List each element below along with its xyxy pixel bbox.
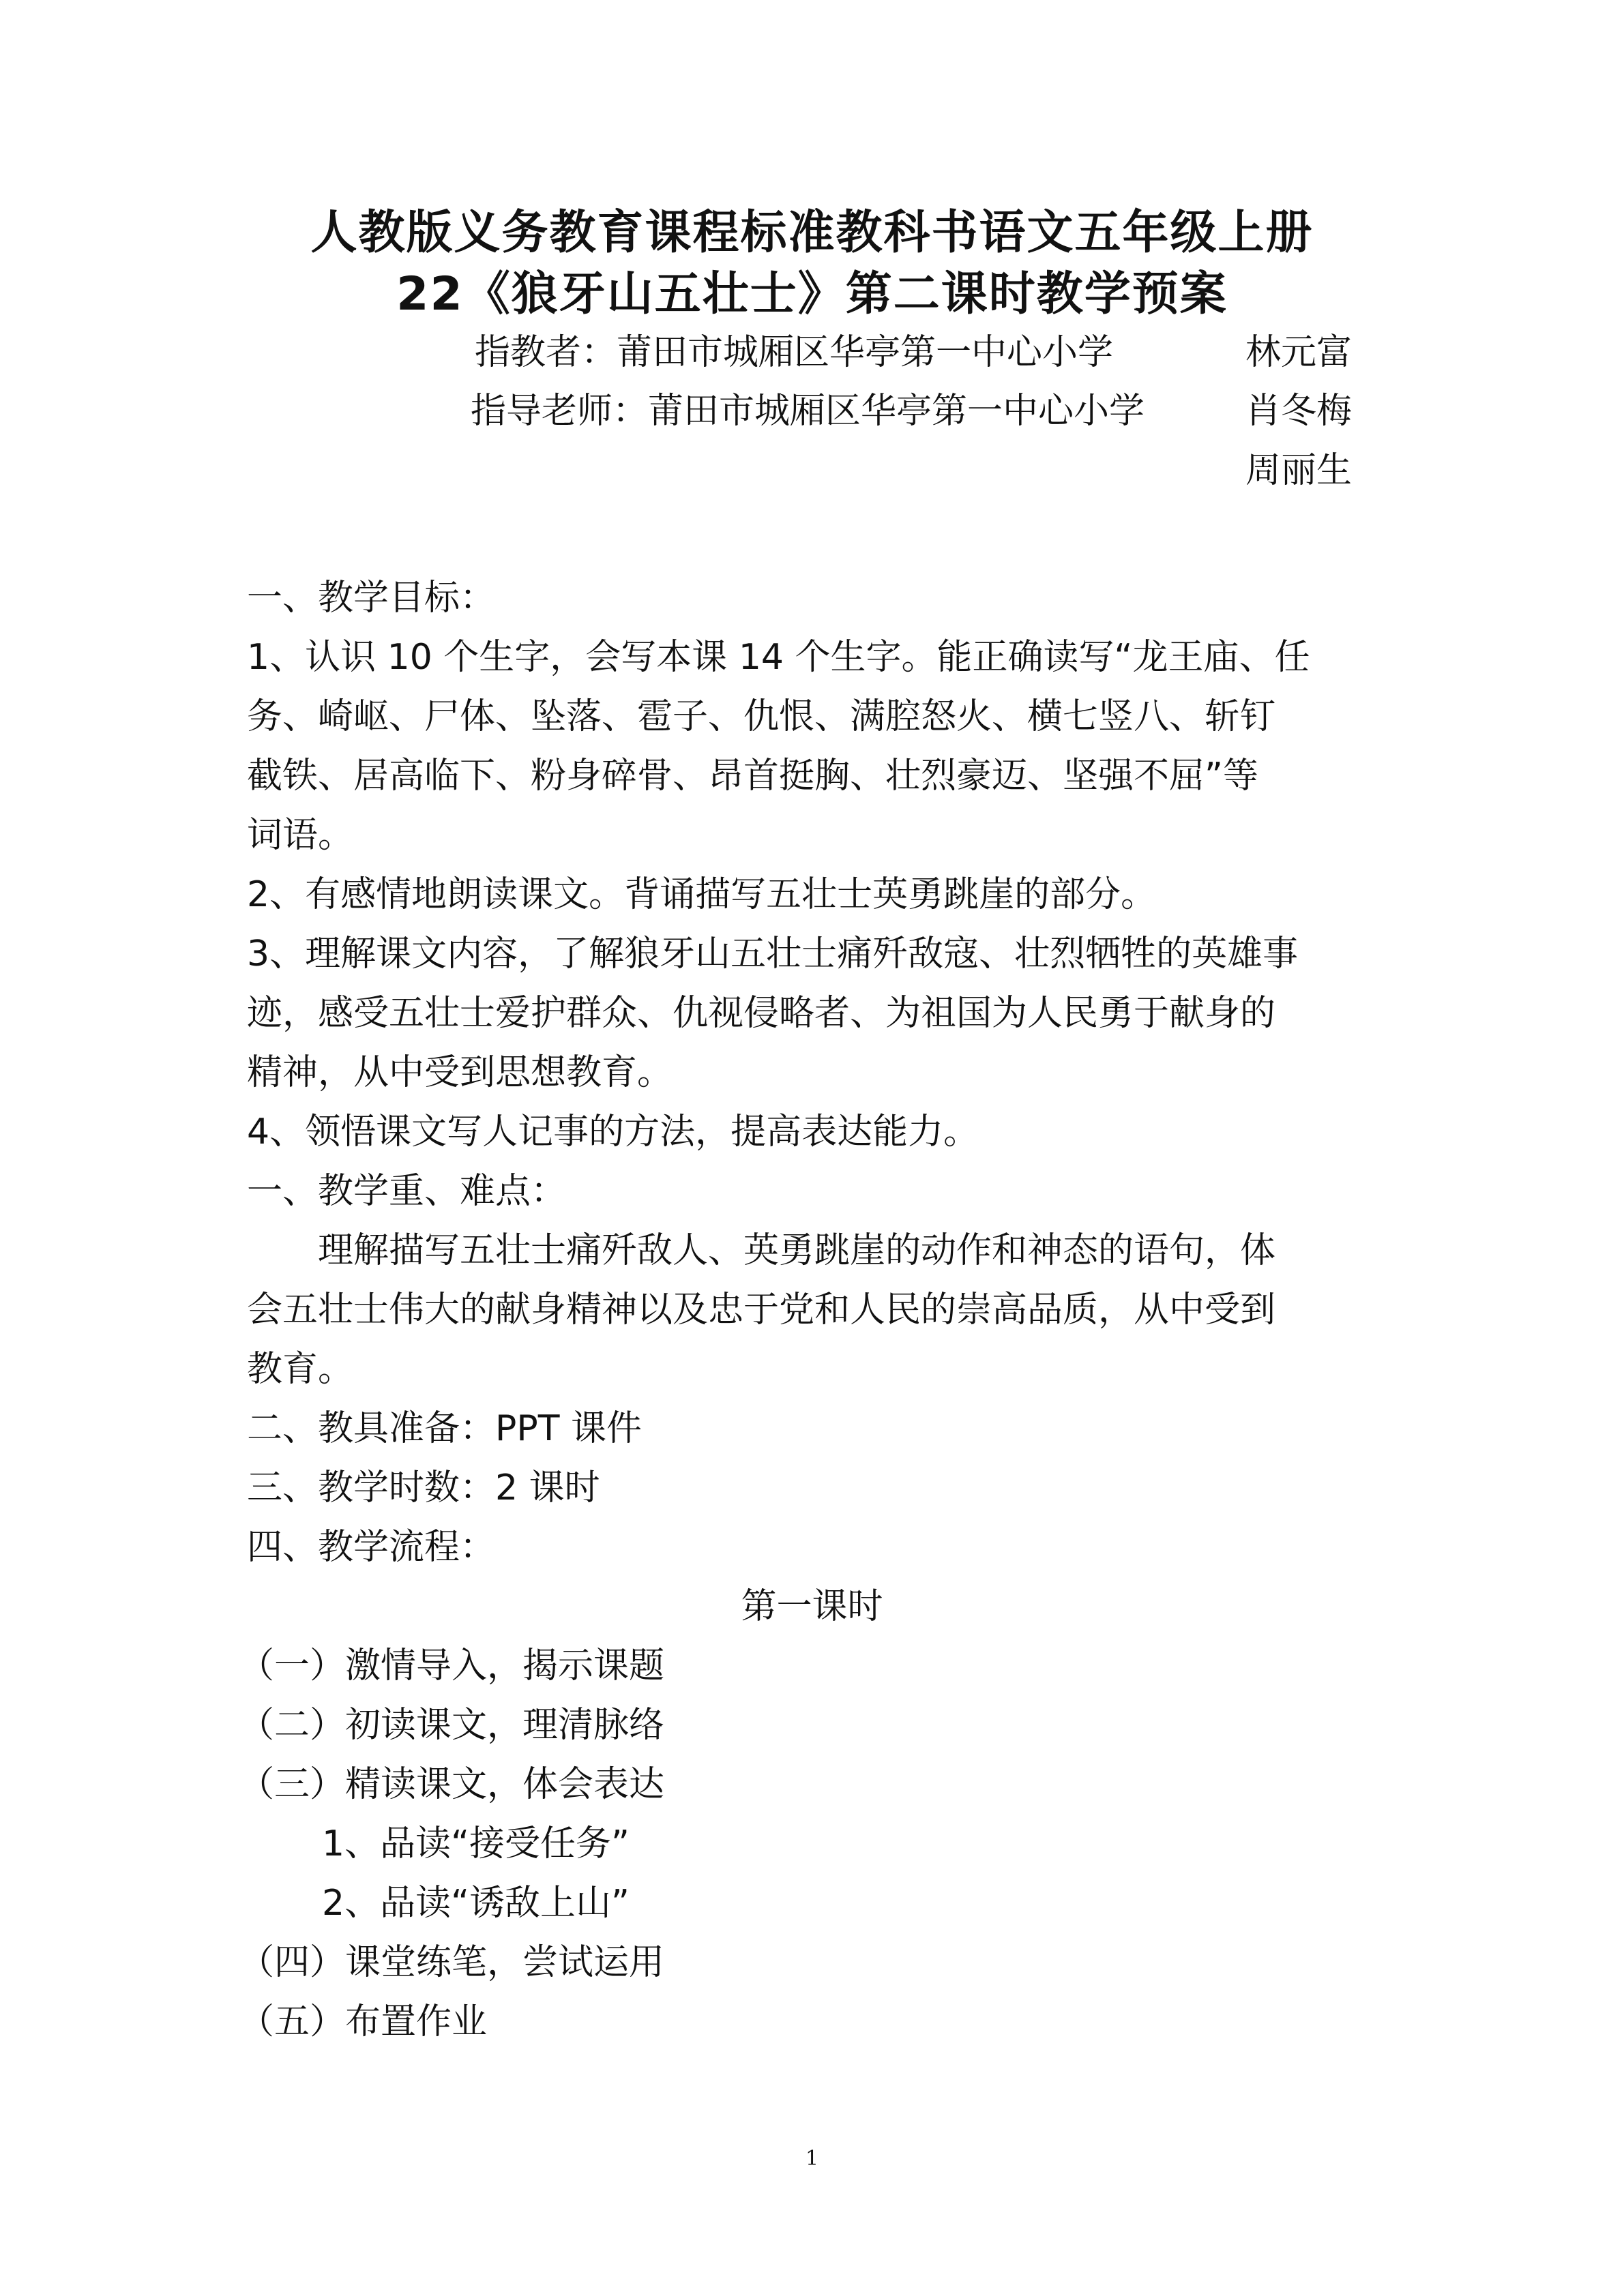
section-heading-hours: 三、教学时数：2 课时 bbox=[247, 1467, 600, 1508]
body-line: 迹，感受五壮士爱护群众、仇视侵略者、为祖国为人民勇于献身的 bbox=[247, 993, 1276, 1034]
advisor-name-2: 周丽生 bbox=[1245, 450, 1353, 491]
step-item: （三）精读课文，体会表达 bbox=[239, 1764, 665, 1805]
step-item: （四）课堂练笔，尝试运用 bbox=[239, 1942, 665, 1983]
document-title-line2: 22《狼牙山五壮士》第二课时教学预案 bbox=[396, 267, 1228, 321]
section-heading-focus: 一、教学重、难点： bbox=[247, 1171, 567, 1212]
advisor-name-1: 肖冬梅 bbox=[1245, 391, 1353, 432]
section-heading-materials: 二、教具准备：PPT 课件 bbox=[247, 1408, 643, 1449]
step-subitem: 2、品读“诱敌上山” bbox=[286, 1883, 630, 1924]
section-heading-goals: 一、教学目标： bbox=[247, 578, 496, 618]
section-heading-process: 四、教学流程： bbox=[247, 1527, 496, 1568]
body-line: 1、认识 10 个生字，会写本课 14 个生字。能正确读写“龙王庙、任 bbox=[247, 637, 1310, 678]
advisor-label: 指导老师：莆田市城厢区华亭第一中心小学 bbox=[471, 391, 1145, 432]
step-item: （一）激情导入，揭示课题 bbox=[239, 1645, 665, 1686]
body-line: 理解描写五壮士痛歼敌人、英勇跳崖的动作和神态的语句，体 bbox=[247, 1230, 1276, 1271]
body-line: 会五壮士伟大的献身精神以及忠于党和人民的崇高品质，从中受到 bbox=[247, 1289, 1276, 1330]
step-item: （二）初读课文，理清脉络 bbox=[239, 1705, 665, 1746]
author-name: 林元富 bbox=[1245, 332, 1353, 373]
step-subitem: 1、品读“接受任务” bbox=[286, 1823, 630, 1864]
body-line: 2、有感情地朗读课文。背诵描写五壮士英勇跳崖的部分。 bbox=[247, 874, 1157, 915]
page-number: 1 bbox=[805, 2147, 819, 2171]
body-line: 务、崎岖、尸体、坠落、雹子、仇恨、满腔怒火、横七竖八、斩钉 bbox=[247, 696, 1276, 737]
step-item: （五）布置作业 bbox=[239, 2001, 488, 2042]
body-line: 精神，从中受到思想教育。 bbox=[247, 1052, 673, 1093]
author-label: 指教者：莆田市城厢区华亭第一中心小学 bbox=[475, 332, 1114, 373]
body-line: 4、领悟课文写人记事的方法，提高表达能力。 bbox=[247, 1112, 979, 1152]
body-line: 3、理解课文内容，了解狼牙山五壮士痛歼敌寇、壮烈牺牲的英雄事 bbox=[247, 934, 1299, 974]
document-title-line1: 人教版义务教育课程标准教科书语文五年级上册 bbox=[310, 206, 1314, 260]
body-line: 截铁、居高临下、粉身碎骨、昂首挺胸、壮烈豪迈、坚强不屈”等 bbox=[247, 756, 1258, 796]
body-line: 教育。 bbox=[247, 1349, 354, 1390]
lesson-heading: 第一课时 bbox=[741, 1586, 883, 1627]
body-line: 词语。 bbox=[247, 815, 354, 856]
